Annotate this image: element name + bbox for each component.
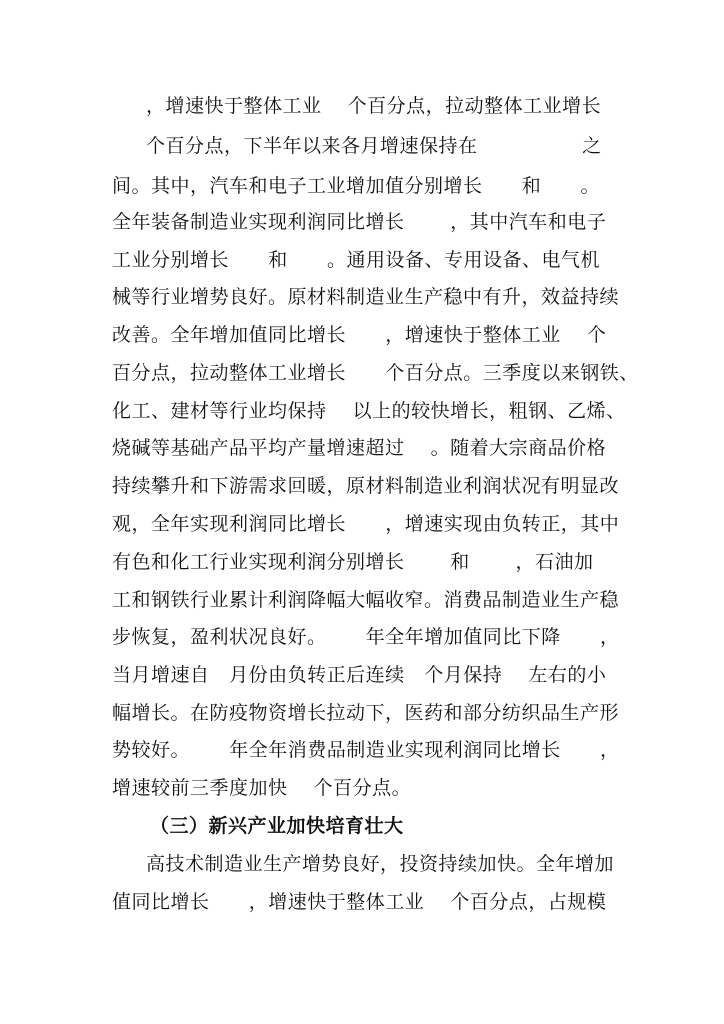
text-line-11: 持续攀升和下游需求回暖，原材料制造业利润状况有明显改: [112, 475, 620, 497]
text-line-5: 工业分别增长 和 。通用设备、专用设备、电气机: [112, 249, 600, 271]
text-line-19: 增速较前三季度加快 个百分点。: [112, 777, 412, 799]
text-line-18: 势较好。 年全年消费品制造业实现利润同比增长 ，: [112, 739, 620, 761]
text-line-22: 值同比增长 ，增速快于整体工业 个百分点，占规模: [112, 891, 607, 913]
text-line-15: 步恢复，盈利状况良好。 年全年增加值同比下降 ，: [112, 626, 620, 648]
text-line-3: 间。其中，汽车和电子工业增加值分别增长 和 。: [112, 175, 600, 197]
text-line-13: 有色和化工行业实现利润分别增长 和 ，石油加: [112, 551, 594, 573]
text-line-6: 械等行业增势良好。原材料制造业生产稳中有升，效益持续: [112, 286, 620, 308]
text-line-17: 幅增长。在防疫物资增长拉动下，医药和部分纺织品生产形: [112, 702, 620, 724]
text-line-8: 百分点，拉动整体工业增长 个百分点。三季度以来钢铁、: [112, 362, 639, 384]
text-line-2: 个百分点，下半年以来各月增速保持在 之: [146, 135, 602, 157]
text-line-21: 高技术制造业生产增势良好，投资持续加快。全年增加: [146, 853, 615, 875]
text-line-9: 化工、建材等行业均保持 以上的较快增长，粗钢、乙烯、: [112, 400, 626, 422]
text-line-16: 当月增速自 月份由负转正后连续 个月保持 左右的小: [112, 664, 607, 686]
text-line-7: 改善。全年增加值同比增长 ，增速快于整体工业 个: [112, 324, 607, 346]
text-line-12: 观，全年实现利润同比增长 ，增速实现由负转正，其中: [112, 513, 620, 535]
text-line-4: 全年装备制造业实现利润同比增长 ，其中汽车和电子: [112, 211, 607, 233]
text-line-10: 烧碱等基础产品平均产量增速超过 。随着大宗商品价格: [112, 437, 607, 459]
section-heading: （三）新兴产业加快培育壮大: [150, 815, 404, 837]
text-line-14: 工和钢铁行业累计利润降幅大幅收窄。消费品制造业生产稳: [112, 589, 620, 611]
text-line-1: ，增速快于整体工业 个百分点，拉动整体工业增长: [146, 95, 602, 117]
